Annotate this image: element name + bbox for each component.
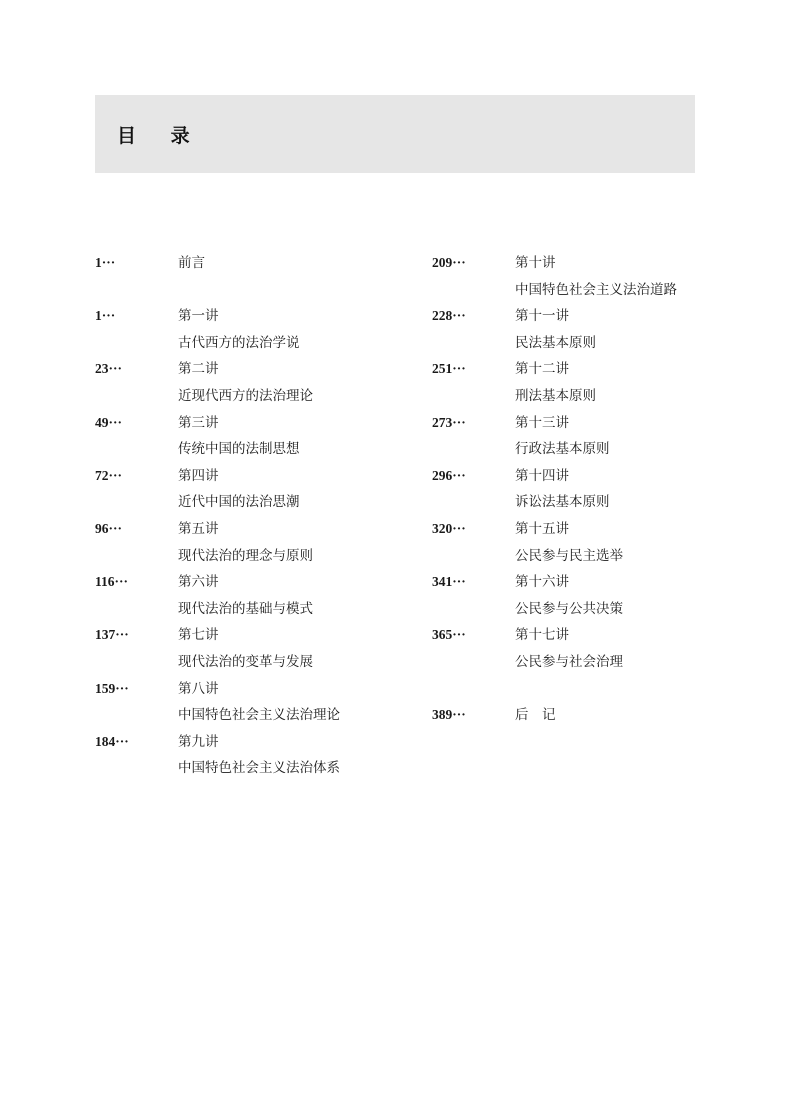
- toc-chapter-title: 现代法治的变革与发展: [178, 653, 313, 670]
- toc-chapter-label: 第九讲: [178, 733, 219, 750]
- toc-chapter-label: 第十五讲: [515, 520, 569, 537]
- toc-chapter-label: 第二讲: [178, 361, 219, 378]
- toc-page-number: 159···: [95, 680, 129, 696]
- toc-chapter-label: 第五讲: [178, 520, 219, 537]
- toc-page-number: 228···: [432, 308, 466, 324]
- toc-page-number: 320···: [432, 520, 466, 536]
- toc-chapter-label: 第四讲: [178, 467, 219, 484]
- toc-chapter-label: 第十四讲: [515, 467, 569, 484]
- toc-entry[interactable]: [432, 520, 732, 573]
- toc-chapter-title: 中国特色社会主义法治体系: [178, 760, 340, 777]
- toc-entry[interactable]: [95, 520, 395, 573]
- toc-chapter-title: 民法基本原则: [515, 334, 596, 351]
- toc-chapter-label: 第十一讲: [515, 308, 569, 325]
- toc-entry[interactable]: [432, 307, 732, 360]
- toc-spacer: [95, 281, 395, 308]
- toc-page-number: 49···: [95, 414, 123, 430]
- toc-page-number: 184···: [95, 733, 129, 749]
- toc-entry[interactable]: [95, 733, 395, 786]
- toc-entry[interactable]: [95, 414, 395, 467]
- toc-entry[interactable]: [432, 360, 732, 413]
- toc-chapter-title: 近代中国的法治思潮: [178, 494, 300, 511]
- toc-entry[interactable]: [95, 626, 395, 679]
- toc-entry[interactable]: [95, 680, 395, 733]
- toc-entry[interactable]: [95, 467, 395, 520]
- toc-chapter-title: 现代法治的基础与模式: [178, 600, 313, 617]
- toc-page-number: 1···: [95, 255, 116, 270]
- toc-page-number: 389···: [432, 707, 466, 723]
- toc-page-number: 365···: [432, 627, 466, 643]
- toc-column-right: [432, 254, 732, 733]
- toc-entry[interactable]: [95, 360, 395, 413]
- toc-chapter-title: 中国特色社会主义法治理论: [178, 707, 340, 724]
- toc-chapter-title: 行政法基本原则: [515, 441, 610, 458]
- toc-chapter-title: 刑法基本原则: [515, 387, 596, 404]
- toc-entry[interactable]: [432, 706, 732, 733]
- toc-chapter-label: 第七讲: [178, 627, 219, 644]
- toc-page-number: 251···: [432, 361, 466, 377]
- toc-chapter-label: 前言: [178, 255, 205, 271]
- toc-chapter-title: 中国特色社会主义法治道路: [515, 281, 677, 298]
- toc-page-number: 341···: [432, 574, 466, 590]
- toc-entry[interactable]: [432, 414, 732, 467]
- toc-chapter-label: 第十讲: [515, 255, 556, 271]
- toc-chapter-title: 古代西方的法治学说: [178, 334, 300, 351]
- toc-page-number: 273···: [432, 414, 466, 430]
- toc-chapter-label: 第三讲: [178, 414, 219, 431]
- toc-chapter-label: 第十二讲: [515, 361, 569, 378]
- toc-page-number: 209···: [432, 255, 466, 270]
- toc-chapter-title: 传统中国的法制思想: [178, 441, 300, 458]
- toc-chapter-title: 近现代西方的法治理论: [178, 387, 313, 404]
- toc-entry[interactable]: [95, 254, 395, 281]
- toc-page-number: 72···: [95, 467, 123, 483]
- toc-chapter-label: 第一讲: [178, 308, 219, 325]
- toc-chapter-label: 第十七讲: [515, 627, 569, 644]
- toc-chapter-title: 公民参与民主选举: [515, 547, 623, 564]
- toc-entry[interactable]: [432, 626, 732, 679]
- toc-column-left: [95, 254, 395, 786]
- toc-chapter-title: 公民参与公共决策: [515, 600, 623, 617]
- toc-chapter-title: 诉讼法基本原则: [515, 494, 610, 511]
- toc-chapter-label: 第六讲: [178, 574, 219, 591]
- toc-entry[interactable]: [95, 307, 395, 360]
- toc-entry[interactable]: [432, 573, 732, 626]
- toc-page-number: 116···: [95, 574, 129, 590]
- toc-chapter-label: 第十三讲: [515, 414, 569, 431]
- toc-header-band: [95, 95, 695, 173]
- toc-chapter-label: 第八讲: [178, 680, 219, 697]
- toc-chapter-title: 公民参与社会治理: [515, 653, 623, 670]
- toc-spacer: [432, 680, 732, 707]
- toc-entry[interactable]: [432, 254, 732, 307]
- toc-chapter-label: 第十六讲: [515, 574, 569, 591]
- page-title: 目 录: [117, 125, 204, 147]
- toc-entry[interactable]: [95, 573, 395, 626]
- toc-chapter-label: 后 记: [515, 707, 556, 724]
- toc-page-number: 296···: [432, 467, 466, 483]
- toc-page-number: 23···: [95, 361, 123, 377]
- toc-page-number: 1···: [95, 308, 116, 324]
- toc-page-number: 96···: [95, 520, 123, 536]
- toc-chapter-title: 现代法治的理念与原则: [178, 547, 313, 564]
- toc-entry[interactable]: [432, 467, 732, 520]
- toc-page-number: 137···: [95, 627, 129, 643]
